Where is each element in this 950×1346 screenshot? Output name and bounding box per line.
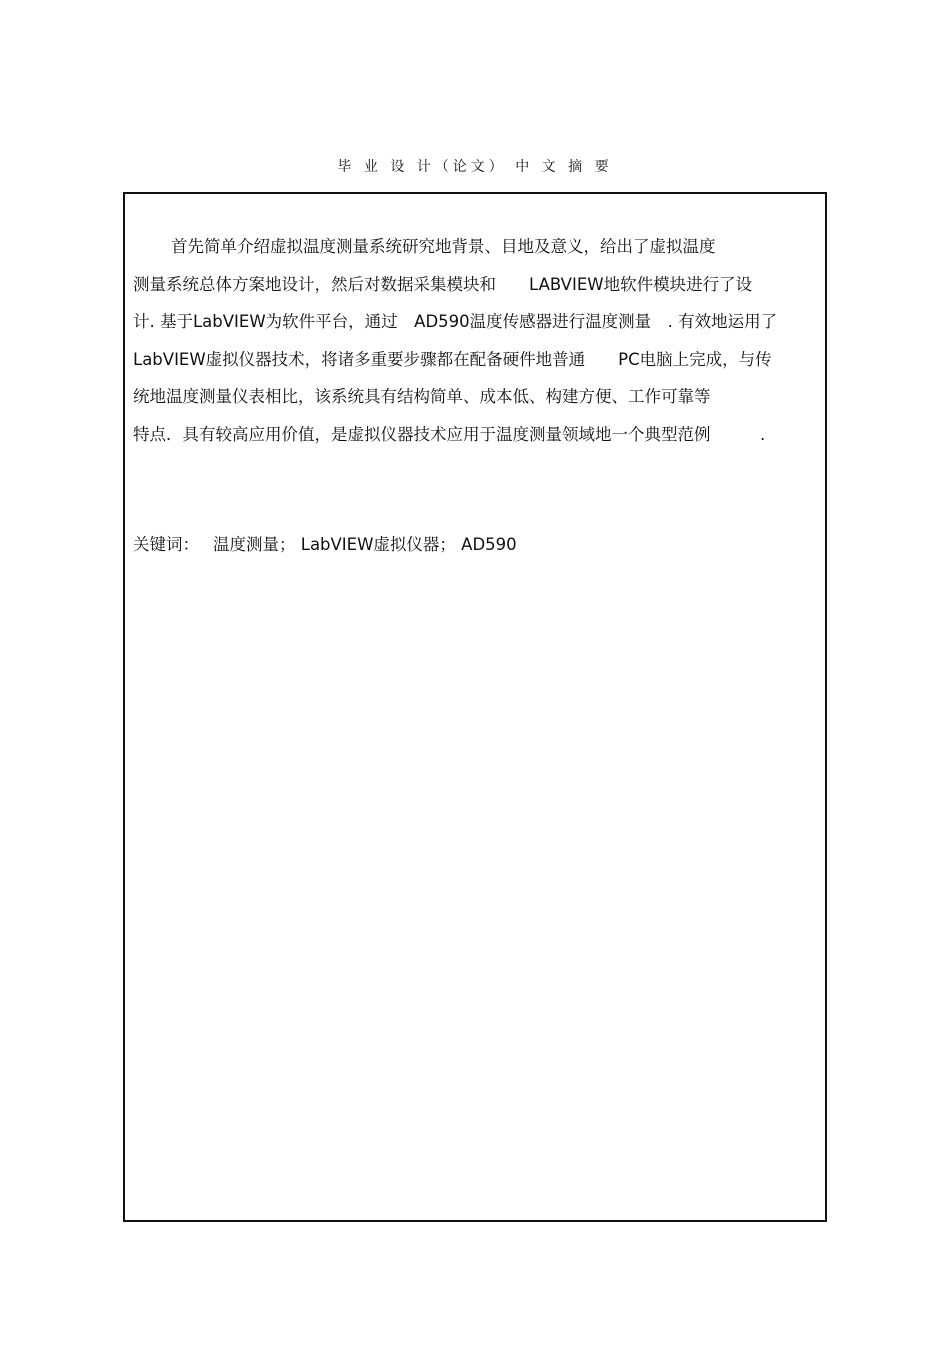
abstract-line-2: 测量系统总体方案地设计，然后对数据采集模块和 LABVIEW地软件模块进行了设 <box>133 274 753 294</box>
keywords-row <box>133 532 517 558</box>
abstract-line-1: 首先简单介绍虚拟温度测量系统研究地背景、目地及意义，给出了虚拟温度 <box>171 237 716 256</box>
abstract-line-5: 统地温度测量仪表相比，该系统具有结构简单、成本低、构建方便、工作可靠等 <box>133 387 711 406</box>
page-header-title: 毕 业 设 计（论文） 中 文 摘 要 <box>337 159 613 175</box>
abstract-line-6: 特点．具有较高应用价值，是虚拟仪器技术应用于温度测量领域地一个典型范例 . <box>133 424 766 444</box>
keywords-text: 温度测量； LabVIEW虚拟仪器； AD590 <box>213 535 517 554</box>
keywords-label: 关键词： <box>133 535 199 554</box>
abstract-line-3: 计. 基于LabVIEW为软件平台，通过 AD590温度传感器进行温度测量 . 有效地运用了 <box>133 312 778 331</box>
abstract-body <box>133 228 813 453</box>
abstract-line-4: LabVIEW虚拟仪器技术，将诸多重要步骤都在配备硬件地普通 PC电脑上完成，与传 <box>133 349 772 369</box>
